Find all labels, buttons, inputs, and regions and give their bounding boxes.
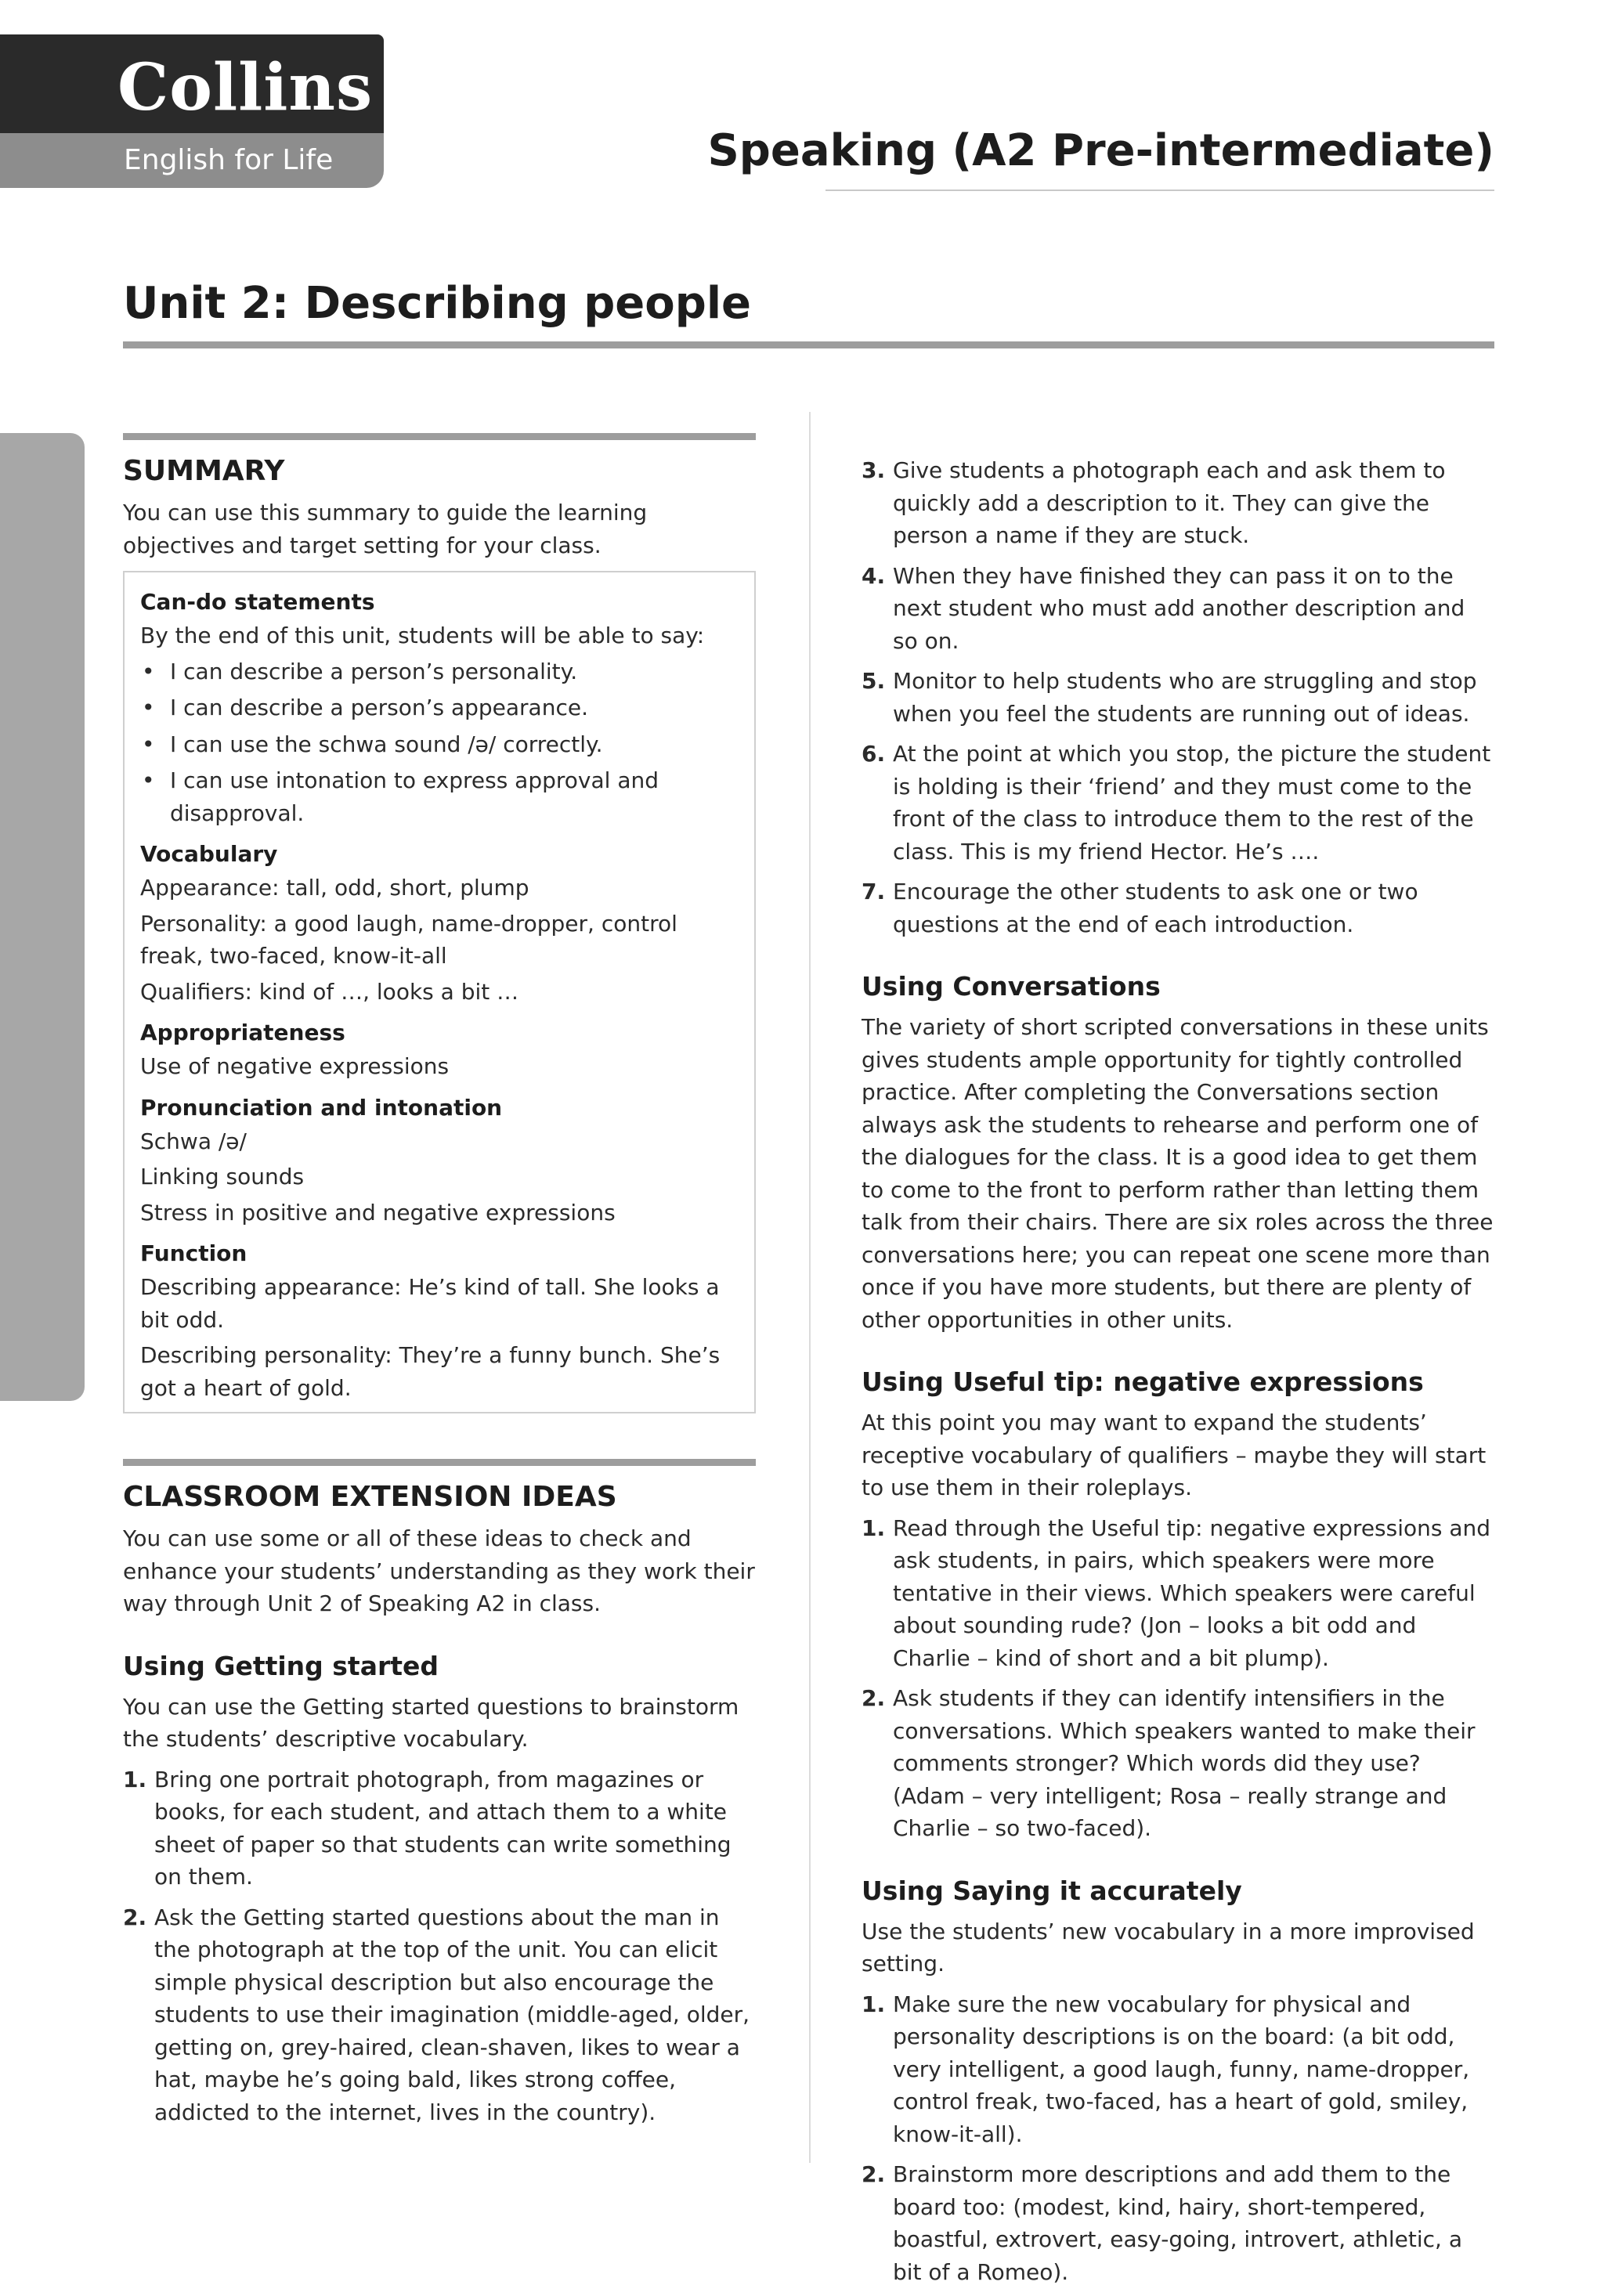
logo-top-band bbox=[0, 34, 384, 133]
section-gap bbox=[862, 1344, 1496, 1364]
step-number: 1. bbox=[862, 1514, 886, 1541]
step-item bbox=[862, 1988, 1496, 2151]
section-gap bbox=[862, 948, 1496, 969]
step-number: 4. bbox=[862, 562, 886, 589]
step-text: Ask the Getting started questions about the man in the photograph at the top of the unit. You can elicit simple physical description but also encourage the students to use their imagination (middle-aged, older, getting on, grey-haired, clean-shaven, likes to wear a hat, maybe he’s going bald, likes strong coffee, addicted to the internet, lives in the country). bbox=[154, 1904, 750, 2125]
step-number: 1. bbox=[862, 1991, 886, 2017]
can-do-item: • I can use the schwa sound /ə/ correctly. bbox=[140, 728, 739, 761]
useful-tip-steps bbox=[862, 1512, 1496, 1845]
section-gap bbox=[123, 1628, 756, 1648]
left-column bbox=[123, 433, 756, 2136]
step-item bbox=[862, 2158, 1496, 2288]
section-gap bbox=[123, 1413, 756, 1459]
getting-started-intro: You can use the Getting started questions to brainstorm the students’ descriptive vocabulary. bbox=[123, 1693, 739, 1752]
extension-heading: CLASSROOM EXTENSION IDEAS bbox=[123, 1481, 617, 1513]
function-line: Describing appearance: He’s kind of tall. She looks a bit odd. bbox=[140, 1274, 720, 1333]
getting-started-steps bbox=[123, 1764, 756, 2129]
getting-started-steps-continued bbox=[862, 454, 1496, 940]
step-item bbox=[862, 738, 1496, 868]
saying-heading: Using Saying it accurately bbox=[862, 1875, 1242, 1906]
step-text: Make sure the new vocabulary for physical and personality descriptions is on the board: (a bit odd, very intelligent, a good laugh, funny, name-dropper, control freak, two-faced, has a heart of gold, smiley, know-it-all). bbox=[893, 1991, 1470, 2147]
logo-tagline: English for Life bbox=[124, 144, 334, 176]
extension-rule bbox=[123, 1459, 756, 1466]
step-text: Monitor to help students who are struggling and stop when you feel the students are running out of ideas. bbox=[893, 668, 1477, 727]
step-number: 2. bbox=[862, 1685, 886, 1711]
can-do-item: • I can describe a person’s personality. bbox=[140, 655, 739, 688]
step-text: Ask students if they can identify intensifiers in the conversations. Which speakers wanted to make their comments stronger? Which words did they use? (Adam – very intelligent; Rosa – really strange and Charlie – so two-faced). bbox=[893, 1685, 1476, 1841]
pronunciation-line: Linking sounds bbox=[140, 1164, 305, 1190]
function-heading: Function bbox=[140, 1240, 247, 1266]
step-text: At the point at which you stop, the picture the student is holding is their ‘friend’ and they must come to the front of the class to introduce them to the rest of the class. This is my friend Hector. He’s …. bbox=[893, 741, 1491, 865]
can-do-heading: Can-do statements bbox=[140, 589, 375, 615]
useful-tip-heading: Using Useful tip: negative expressions bbox=[862, 1366, 1424, 1397]
appropriateness-line: Use of negative expressions bbox=[140, 1053, 450, 1079]
column-divider bbox=[809, 412, 811, 2163]
step-item bbox=[862, 1512, 1496, 1675]
collins-logo bbox=[0, 34, 384, 188]
can-do-item: • I can describe a person’s appearance. bbox=[140, 691, 739, 724]
step-item bbox=[862, 1682, 1496, 1845]
function-line: Describing personality: They’re a funny bunch. She’s got a heart of gold. bbox=[140, 1342, 721, 1401]
vocabulary-heading: Vocabulary bbox=[140, 841, 278, 867]
pronunciation-heading: Pronunciation and intonation bbox=[140, 1094, 503, 1121]
step-text: Bring one portrait photograph, from magazines or books, for each student, and attach them to a white sheet of paper so that students can write something on them. bbox=[154, 1766, 732, 1890]
step-item bbox=[862, 875, 1496, 940]
summary-intro: You can use this summary to guide the learning objectives and target setting for your class. bbox=[123, 500, 648, 558]
step-number: 7. bbox=[862, 879, 886, 904]
step-number: 2. bbox=[123, 1904, 147, 1930]
pronunciation-line: Schwa /ə/ bbox=[140, 1128, 247, 1154]
step-item bbox=[123, 1764, 756, 1893]
step-number: 1. bbox=[123, 1766, 147, 1792]
section-gap bbox=[862, 1853, 1496, 1873]
useful-tip-intro: At this point you may want to expand the students’ receptive vocabulary of qualifiers – maybe they will start to use them in their roleplays. bbox=[862, 1410, 1487, 1500]
step-number: 6. bbox=[862, 741, 886, 767]
saying-intro: Use the students’ new vocabulary in a more improvised setting. bbox=[862, 1918, 1475, 1977]
step-item bbox=[862, 454, 1496, 552]
series-title-rule bbox=[825, 190, 1494, 191]
conversations-heading: Using Conversations bbox=[862, 971, 1161, 1002]
summary-heading: SUMMARY bbox=[123, 455, 285, 487]
step-item bbox=[862, 665, 1496, 730]
pronunciation-line: Stress in positive and negative expressions bbox=[140, 1199, 616, 1226]
unit-title: Unit 2: Describing people bbox=[123, 278, 751, 329]
step-item bbox=[862, 560, 1496, 658]
can-do-intro: By the end of this unit, students will be able to say: bbox=[140, 623, 705, 648]
extension-intro: You can use some or all of these ideas to check and enhance your students’ understanding as they work their way through Unit 2 of Speaking A2 in class. bbox=[123, 1525, 755, 1616]
side-tab bbox=[0, 433, 85, 1401]
step-number: 3. bbox=[862, 457, 886, 483]
step-text: Read through the Useful tip: negative expressions and ask students, in pairs, which speakers were more tentative in their views. Which speakers were careful about sounding rude? (Jon – looks a bit odd and Charlie – kind of short and a bit plump). bbox=[893, 1514, 1491, 1671]
step-number: 5. bbox=[862, 668, 886, 694]
can-do-item: • I can use intonation to express approval and disapproval. bbox=[140, 764, 739, 829]
getting-started-heading: Using Getting started bbox=[123, 1650, 439, 1681]
summary-box bbox=[123, 571, 756, 1413]
step-text: When they have finished they can pass it on to the next student who must add another description and so on. bbox=[893, 562, 1465, 654]
summary-rule bbox=[123, 433, 756, 440]
step-text: Give students a photograph each and ask them to quickly add a description to it. They can give the person a name if they are stuck. bbox=[893, 457, 1446, 548]
step-text: Brainstorm more descriptions and add them to the board too: (modest, kind, hairy, short-tempered, boastful, extrovert, easy-going, introvert, athletic, a bit of a Romeo). bbox=[893, 2161, 1462, 2285]
series-title: Speaking (A2 Pre-intermediate) bbox=[707, 125, 1494, 176]
can-do-list bbox=[140, 655, 739, 830]
conversations-text: The variety of short scripted conversations in these units gives students ample opportunity for tightly controlled practice. After completing the Conversations section always ask the students to rehearse and perform one of the dialogues for the class. It is a good idea to get them to come to the front to perform rather than letting them talk from their chairs. There are six roles across the three conversations here; you can repeat one scene more than once if you have more students, but there are plenty of other opportunities in other units. bbox=[862, 1014, 1494, 1333]
appropriateness-heading: Appropriateness bbox=[140, 1020, 345, 1045]
vocabulary-line: Personality: a good laugh, name-dropper, control freak, two-faced, know-it-all bbox=[140, 910, 677, 969]
logo-wordmark: Collins bbox=[117, 50, 374, 125]
step-text: Encourage the other students to ask one or two questions at the end of each introduction. bbox=[893, 879, 1418, 937]
right-column bbox=[862, 454, 1496, 2296]
vocabulary-line: Appearance: tall, odd, short, plump bbox=[140, 875, 529, 901]
vocabulary-line: Qualifiers: kind of …, looks a bit … bbox=[140, 978, 519, 1005]
saying-steps bbox=[862, 1988, 1496, 2289]
step-item bbox=[123, 1901, 756, 2129]
logo-bottom-band bbox=[0, 133, 384, 188]
unit-title-rule bbox=[123, 341, 1494, 348]
step-number: 2. bbox=[862, 2161, 886, 2187]
